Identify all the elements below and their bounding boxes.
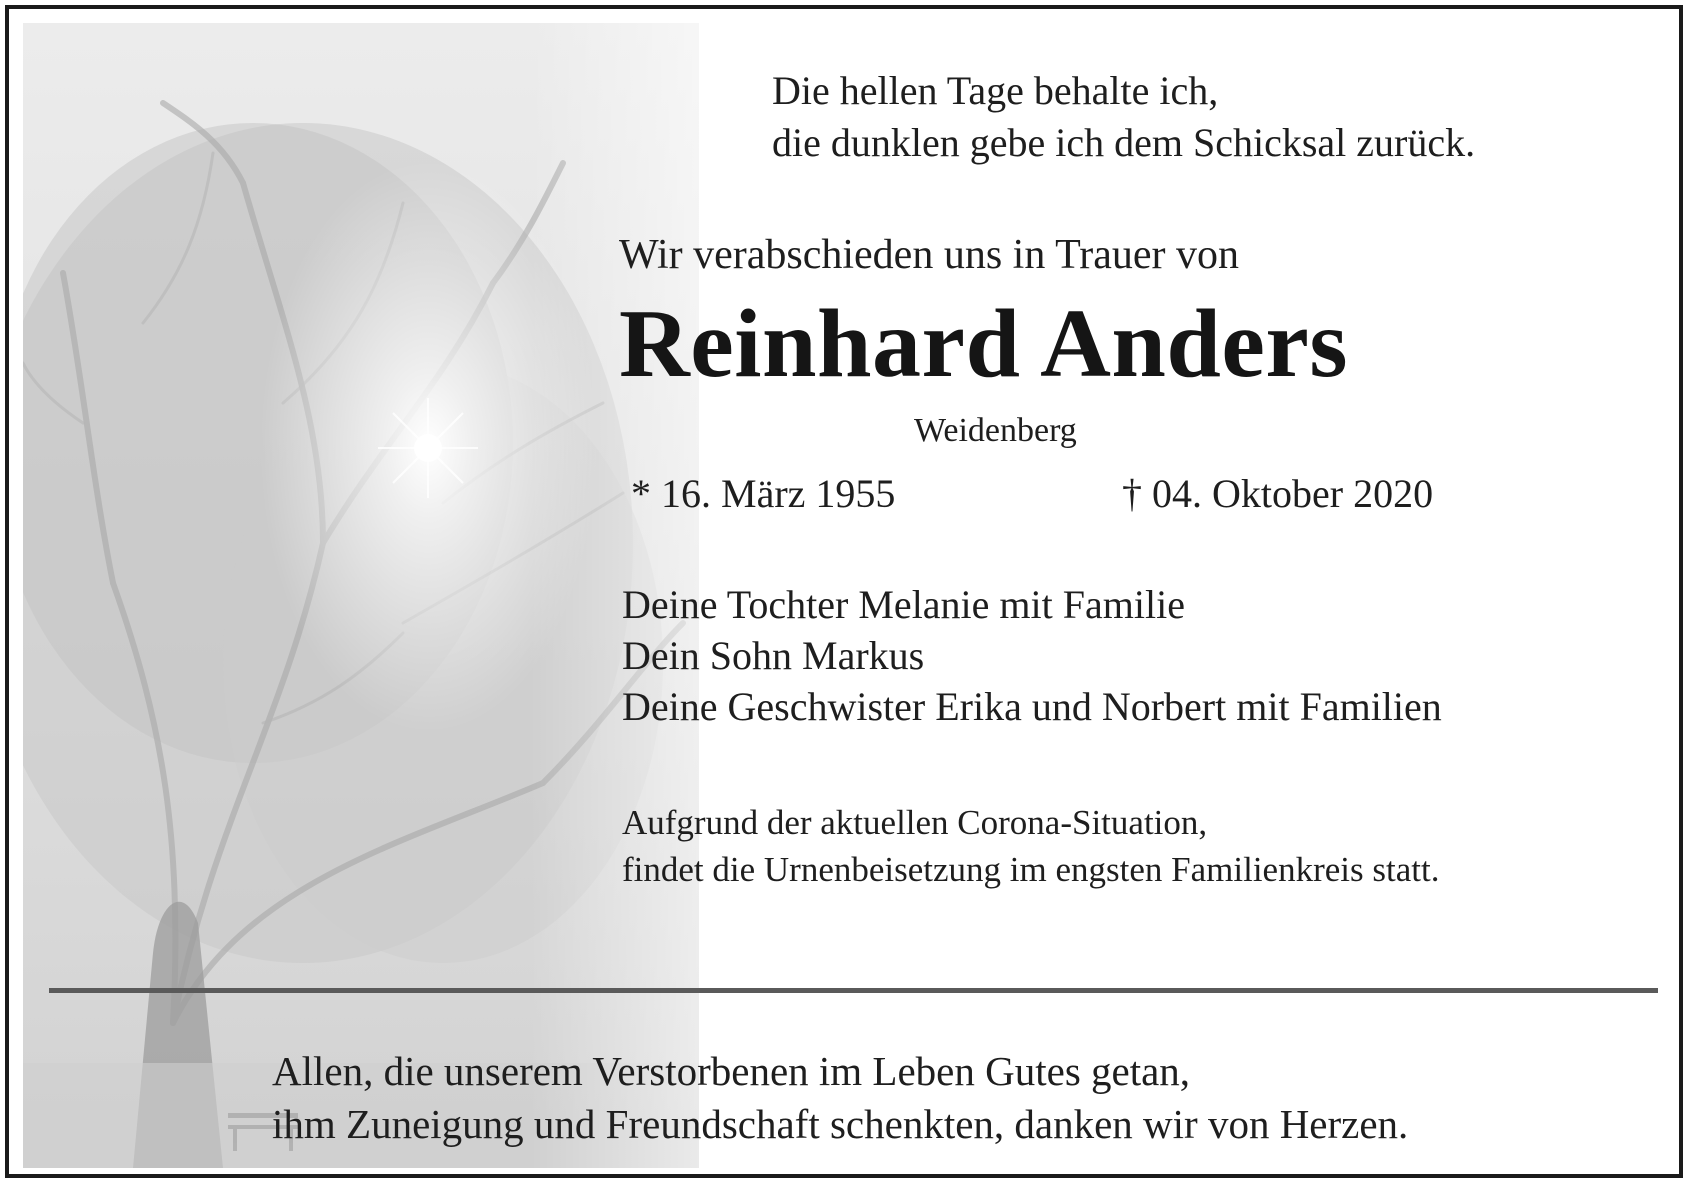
obituary-notice <box>5 5 1683 1178</box>
burial-note <box>622 799 1439 893</box>
mourner-item: Deine Tochter Melanie mit Familie <box>622 582 1185 627</box>
thanks-line-2: ihm Zuneigung und Freundschaft schenkten, danken wir von Herzen. <box>272 1101 1409 1147</box>
farewell-intro: Wir verabschieden uns in Trauer von <box>619 232 1240 278</box>
burial-note-line-2: findet die Urnenbeisetzung im engsten Familienkreis statt. <box>622 850 1440 889</box>
thanks-message <box>272 1045 1408 1151</box>
burial-note-line-1: Aufgrund der aktuellen Corona-Situation, <box>622 803 1208 842</box>
mourners-list <box>622 579 1442 732</box>
tree-photo <box>23 23 699 1168</box>
opening-quote <box>772 65 1475 169</box>
thanks-line-1: Allen, die unserem Verstorbenen im Leben Gutes getan, <box>272 1048 1191 1094</box>
death-date: † 04. Oktober 2020 <box>1122 471 1434 516</box>
mourner-item: Deine Geschwister Erika und Norbert mit Familien <box>622 684 1442 729</box>
birth-date: * 16. März 1955 <box>631 471 896 516</box>
quote-line-2: die dunklen gebe ich dem Schicksal zurück. <box>772 120 1476 165</box>
quote-line-1: Die hellen Tage behalte ich, <box>772 68 1219 113</box>
mourner-item: Dein Sohn Markus <box>622 633 925 678</box>
deceased-place: Weidenberg <box>914 412 1077 449</box>
divider-line <box>49 988 1658 993</box>
deceased-name: Reinhard Anders <box>619 290 1349 398</box>
tree-silhouette-icon <box>23 23 699 1168</box>
